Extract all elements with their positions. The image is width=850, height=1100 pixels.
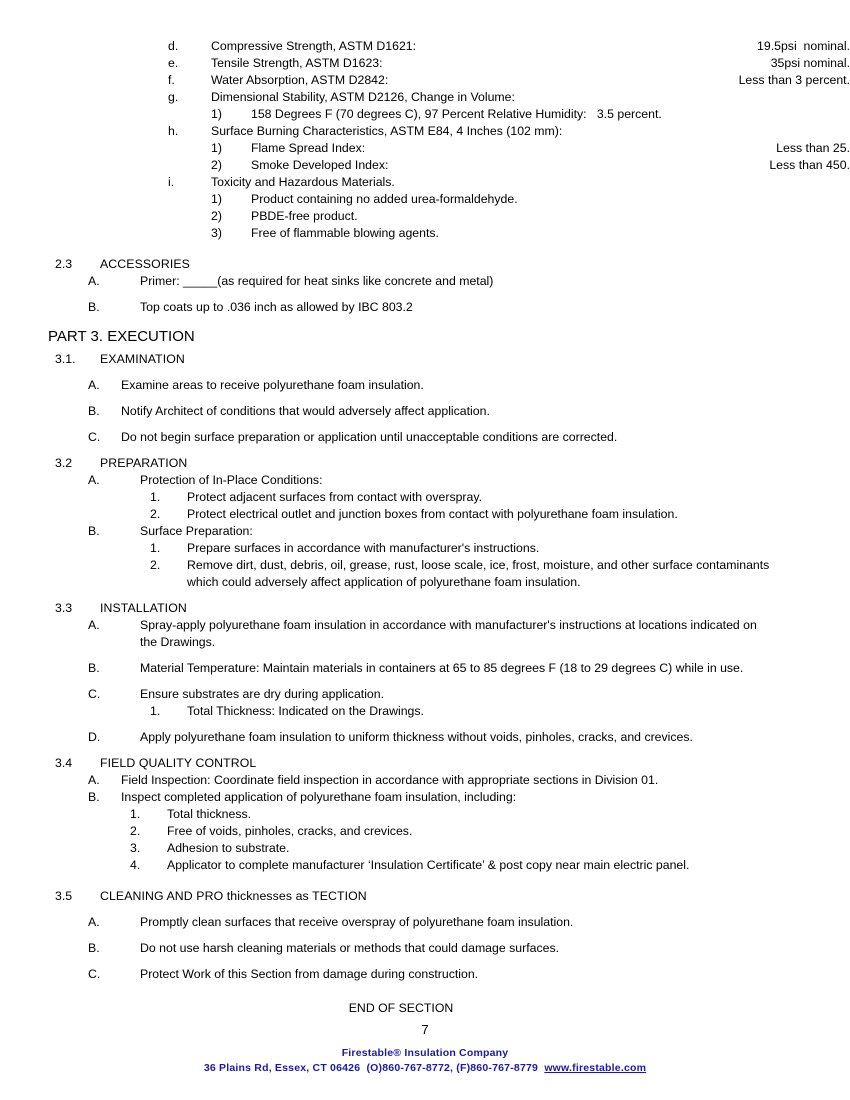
list-marker: 3)	[211, 226, 222, 240]
section-title: EXAMINATION	[100, 352, 185, 366]
spacer	[0, 290, 850, 299]
list-value: 35psi nominal.	[770, 56, 850, 70]
list-text: PBDE-free product.	[251, 209, 358, 223]
list-item	[0, 225, 850, 242]
list-marker: 1)	[211, 141, 222, 155]
list-item	[0, 966, 850, 983]
spacer	[0, 651, 850, 660]
list-item	[0, 191, 850, 208]
list-text: Applicator to complete manufacturer ‘Insulation Certificate’ & post copy near main electric panel.	[167, 858, 690, 872]
list-marker: e.	[168, 56, 179, 70]
section-heading	[0, 888, 850, 905]
section-number: 3.4	[55, 756, 73, 770]
list-text: Protect adjacent surfaces from contact with overspray.	[187, 490, 483, 504]
list-marker: 2.	[150, 558, 161, 572]
list-item	[0, 660, 850, 677]
list-text-continuation	[0, 634, 850, 651]
list-text: Free of voids, pinholes, cracks, and crevices.	[167, 824, 413, 838]
list-text: Total Thickness: Indicated on the Drawings.	[187, 704, 424, 718]
list-marker: 2.	[130, 824, 141, 838]
list-marker: B.	[88, 524, 100, 538]
list-text: Surface Burning Characteristics, ASTM E84, 4 Inches (102 mm):	[211, 124, 563, 138]
list-item	[0, 772, 850, 789]
list-item	[0, 729, 850, 746]
list-item	[0, 38, 850, 55]
list-text: Protect Work of this Section from damage during construction.	[140, 967, 479, 981]
list-marker: 2)	[211, 158, 222, 172]
list-item	[0, 157, 850, 174]
spacer	[0, 677, 850, 686]
list-item	[0, 472, 850, 489]
spacer	[0, 394, 850, 403]
list-text: Smoke Developed Index:	[251, 158, 389, 172]
spacer	[0, 957, 850, 966]
list-text: Toxicity and Hazardous Materials.	[211, 175, 395, 189]
list-item	[0, 140, 850, 157]
list-text: Material Temperature: Maintain materials in containers at 65 to 85 degrees F (18 to 29 degrees C) while in use.	[140, 661, 744, 675]
list-item	[0, 72, 850, 89]
page-footer	[0, 1022, 850, 1076]
list-item	[0, 55, 850, 72]
list-item	[0, 686, 850, 703]
end-of-section-marker: END OF SECTION	[348, 1001, 454, 1015]
list-marker: 1.	[150, 541, 161, 555]
list-marker: h.	[168, 124, 179, 138]
list-marker: A.	[88, 773, 100, 787]
spacer	[0, 746, 850, 755]
list-text: Compressive Strength, ASTM D1621:	[211, 39, 417, 53]
list-marker: A.	[88, 618, 100, 632]
list-marker: B.	[88, 300, 100, 314]
section-title: PREPARATION	[100, 456, 188, 470]
list-text: Field Inspection: Coordinate field inspection in accordance with appropriate sections in Division 01.	[121, 773, 659, 787]
spacer	[0, 420, 850, 429]
list-text: Examine areas to receive polyurethane foam insulation.	[121, 378, 424, 392]
section-heading	[0, 755, 850, 772]
section-heading	[0, 600, 850, 617]
list-marker: A.	[88, 473, 100, 487]
list-value: 19.5psi nominal.	[757, 39, 850, 53]
list-text: Inspect completed application of polyurethane foam insulation, including:	[121, 790, 517, 804]
section-heading	[0, 455, 850, 472]
list-marker: A.	[88, 915, 100, 929]
list-text: Water Absorption, ASTM D2842:	[211, 73, 389, 87]
section-3-5	[0, 888, 850, 983]
list-item	[0, 617, 850, 634]
list-value: Less than 450.	[769, 158, 850, 172]
list-text-continuation	[0, 574, 850, 591]
list-item	[0, 429, 850, 446]
list-marker: D.	[88, 730, 101, 744]
list-text: Product containing no added urea-formaldehyde.	[251, 192, 518, 206]
section-number: 3.2	[55, 456, 73, 470]
section-title: FIELD QUALITY CONTROL	[100, 756, 257, 770]
part-heading: PART 3. EXECUTION	[48, 328, 195, 345]
list-text: Promptly clean surfaces that receive overspray of polyurethane foam insulation.	[140, 915, 574, 929]
spacer	[0, 591, 850, 600]
list-marker: B.	[88, 941, 100, 955]
list-marker: 1.	[130, 807, 141, 821]
list-text: the Drawings.	[140, 635, 216, 649]
list-text: Flame Spread Index:	[251, 141, 366, 155]
section-3-1	[0, 351, 850, 446]
list-marker: g.	[168, 90, 179, 104]
list-marker: A.	[88, 378, 100, 392]
list-marker: 3.	[130, 841, 141, 855]
list-text: Top coats up to .036 inch as allowed by IBC 803.2	[140, 300, 413, 314]
list-text: Do not use harsh cleaning materials or methods that could damage surfaces.	[140, 941, 560, 955]
list-value: Less than 25.	[776, 141, 850, 155]
section-heading	[0, 256, 850, 273]
list-text: Free of flammable blowing agents.	[251, 226, 439, 240]
list-marker: d.	[168, 39, 179, 53]
list-item	[0, 540, 850, 557]
page-number: 7	[421, 1022, 429, 1037]
list-marker: C.	[88, 430, 101, 444]
footer-company-name: Firestable® Insulation Company	[341, 1047, 509, 1059]
list-text: Tensile Strength, ASTM D1623:	[211, 56, 383, 70]
list-value: Less than 3 percent.	[738, 73, 850, 87]
list-text: Dimensional Stability, ASTM D2126, Change in Volume:	[211, 90, 515, 104]
list-marker: C.	[88, 687, 101, 701]
section-number: 3.5	[55, 889, 73, 903]
section-number: 3.1.	[55, 352, 76, 366]
spacer	[0, 242, 850, 256]
list-text: Protection of In-Place Conditions:	[140, 473, 323, 487]
list-text: Spray-apply polyurethane foam insulation in accordance with manufacturer's instructions at locations indicated on	[140, 618, 757, 632]
list-item	[0, 523, 850, 540]
list-marker: C.	[88, 967, 101, 981]
list-text: Total thickness.	[167, 807, 252, 821]
spacer	[0, 874, 850, 888]
list-text: 158 Degrees F (70 degrees C), 97 Percent Relative Humidity: 3.5 percent.	[251, 107, 662, 121]
list-item	[0, 123, 850, 140]
list-text: which could adversely affect application of polyurethane foam insulation.	[187, 575, 581, 589]
section-heading	[0, 351, 850, 368]
list-marker: 1.	[150, 490, 161, 504]
list-text: Ensure substrates are dry during application.	[140, 687, 385, 701]
section-title: CLEANING AND PRO thicknesses as TECTION	[100, 889, 367, 903]
spacer	[0, 931, 850, 940]
list-text: Adhesion to substrate.	[167, 841, 290, 855]
list-item	[0, 789, 850, 806]
list-text: Do not begin surface preparation or application until unacceptable conditions are corrected.	[121, 430, 618, 444]
list-text: Surface Preparation:	[140, 524, 253, 538]
list-marker: 1.	[150, 704, 161, 718]
section-number: 3.3	[55, 601, 73, 615]
list-marker: 1)	[211, 192, 222, 206]
list-item	[0, 174, 850, 191]
spacer	[0, 446, 850, 455]
footer-website-link[interactable]: www.firestable.com	[544, 1062, 647, 1074]
list-text: Primer: _____(as required for heat sinks like concrete and metal)	[140, 274, 494, 288]
list-text: Apply polyurethane foam insulation to uniform thickness without voids, pinholes, cracks, and crevices.	[140, 730, 693, 744]
list-text: Notify Architect of conditions that would adversely affect application.	[121, 404, 490, 418]
list-item	[0, 703, 850, 720]
list-text: Remove dirt, dust, debris, oil, grease, rust, loose scale, ice, frost, moisture, and other surface contaminants	[187, 558, 770, 572]
spacer	[0, 905, 850, 914]
list-item	[0, 823, 850, 840]
list-item	[0, 489, 850, 506]
list-marker: f.	[168, 73, 175, 87]
list-item	[0, 273, 850, 290]
list-text: Protect electrical outlet and junction boxes from contact with polyurethane foam insulation.	[187, 507, 678, 521]
list-item	[0, 106, 850, 123]
list-item	[0, 940, 850, 957]
list-item	[0, 806, 850, 823]
section-number: 2.3	[55, 257, 73, 271]
list-marker: i.	[168, 175, 175, 189]
list-item	[0, 557, 850, 574]
section-title: INSTALLATION	[100, 601, 187, 615]
section-title: ACCESSORIES	[100, 257, 190, 271]
list-marker: B.	[88, 661, 100, 675]
section-3-2	[0, 455, 850, 591]
list-marker: 4.	[130, 858, 141, 872]
spacer	[0, 720, 850, 729]
spacer	[0, 368, 850, 377]
list-item	[0, 208, 850, 225]
list-marker: 1)	[211, 107, 222, 121]
list-item	[0, 403, 850, 420]
list-marker: B.	[88, 404, 100, 418]
list-marker: 2.	[150, 507, 161, 521]
material-properties-list	[0, 38, 850, 242]
list-marker: 2)	[211, 209, 222, 223]
list-item	[0, 89, 850, 106]
list-text: Prepare surfaces in accordance with manufacturer's instructions.	[187, 541, 540, 555]
footer-contact-line	[0, 1061, 850, 1076]
list-item	[0, 299, 850, 316]
section-3-3	[0, 600, 850, 746]
list-item	[0, 377, 850, 394]
section-3-4	[0, 755, 850, 874]
list-item	[0, 857, 850, 874]
footer-address: 36 Plains Rd, Essex, CT 06426 (O)860-767-8772, (F)860-767-8779	[203, 1062, 539, 1074]
list-marker: B.	[88, 790, 100, 804]
list-marker: A.	[88, 274, 100, 288]
section-2-3	[0, 256, 850, 316]
list-item	[0, 914, 850, 931]
list-item	[0, 840, 850, 857]
list-item	[0, 506, 850, 523]
